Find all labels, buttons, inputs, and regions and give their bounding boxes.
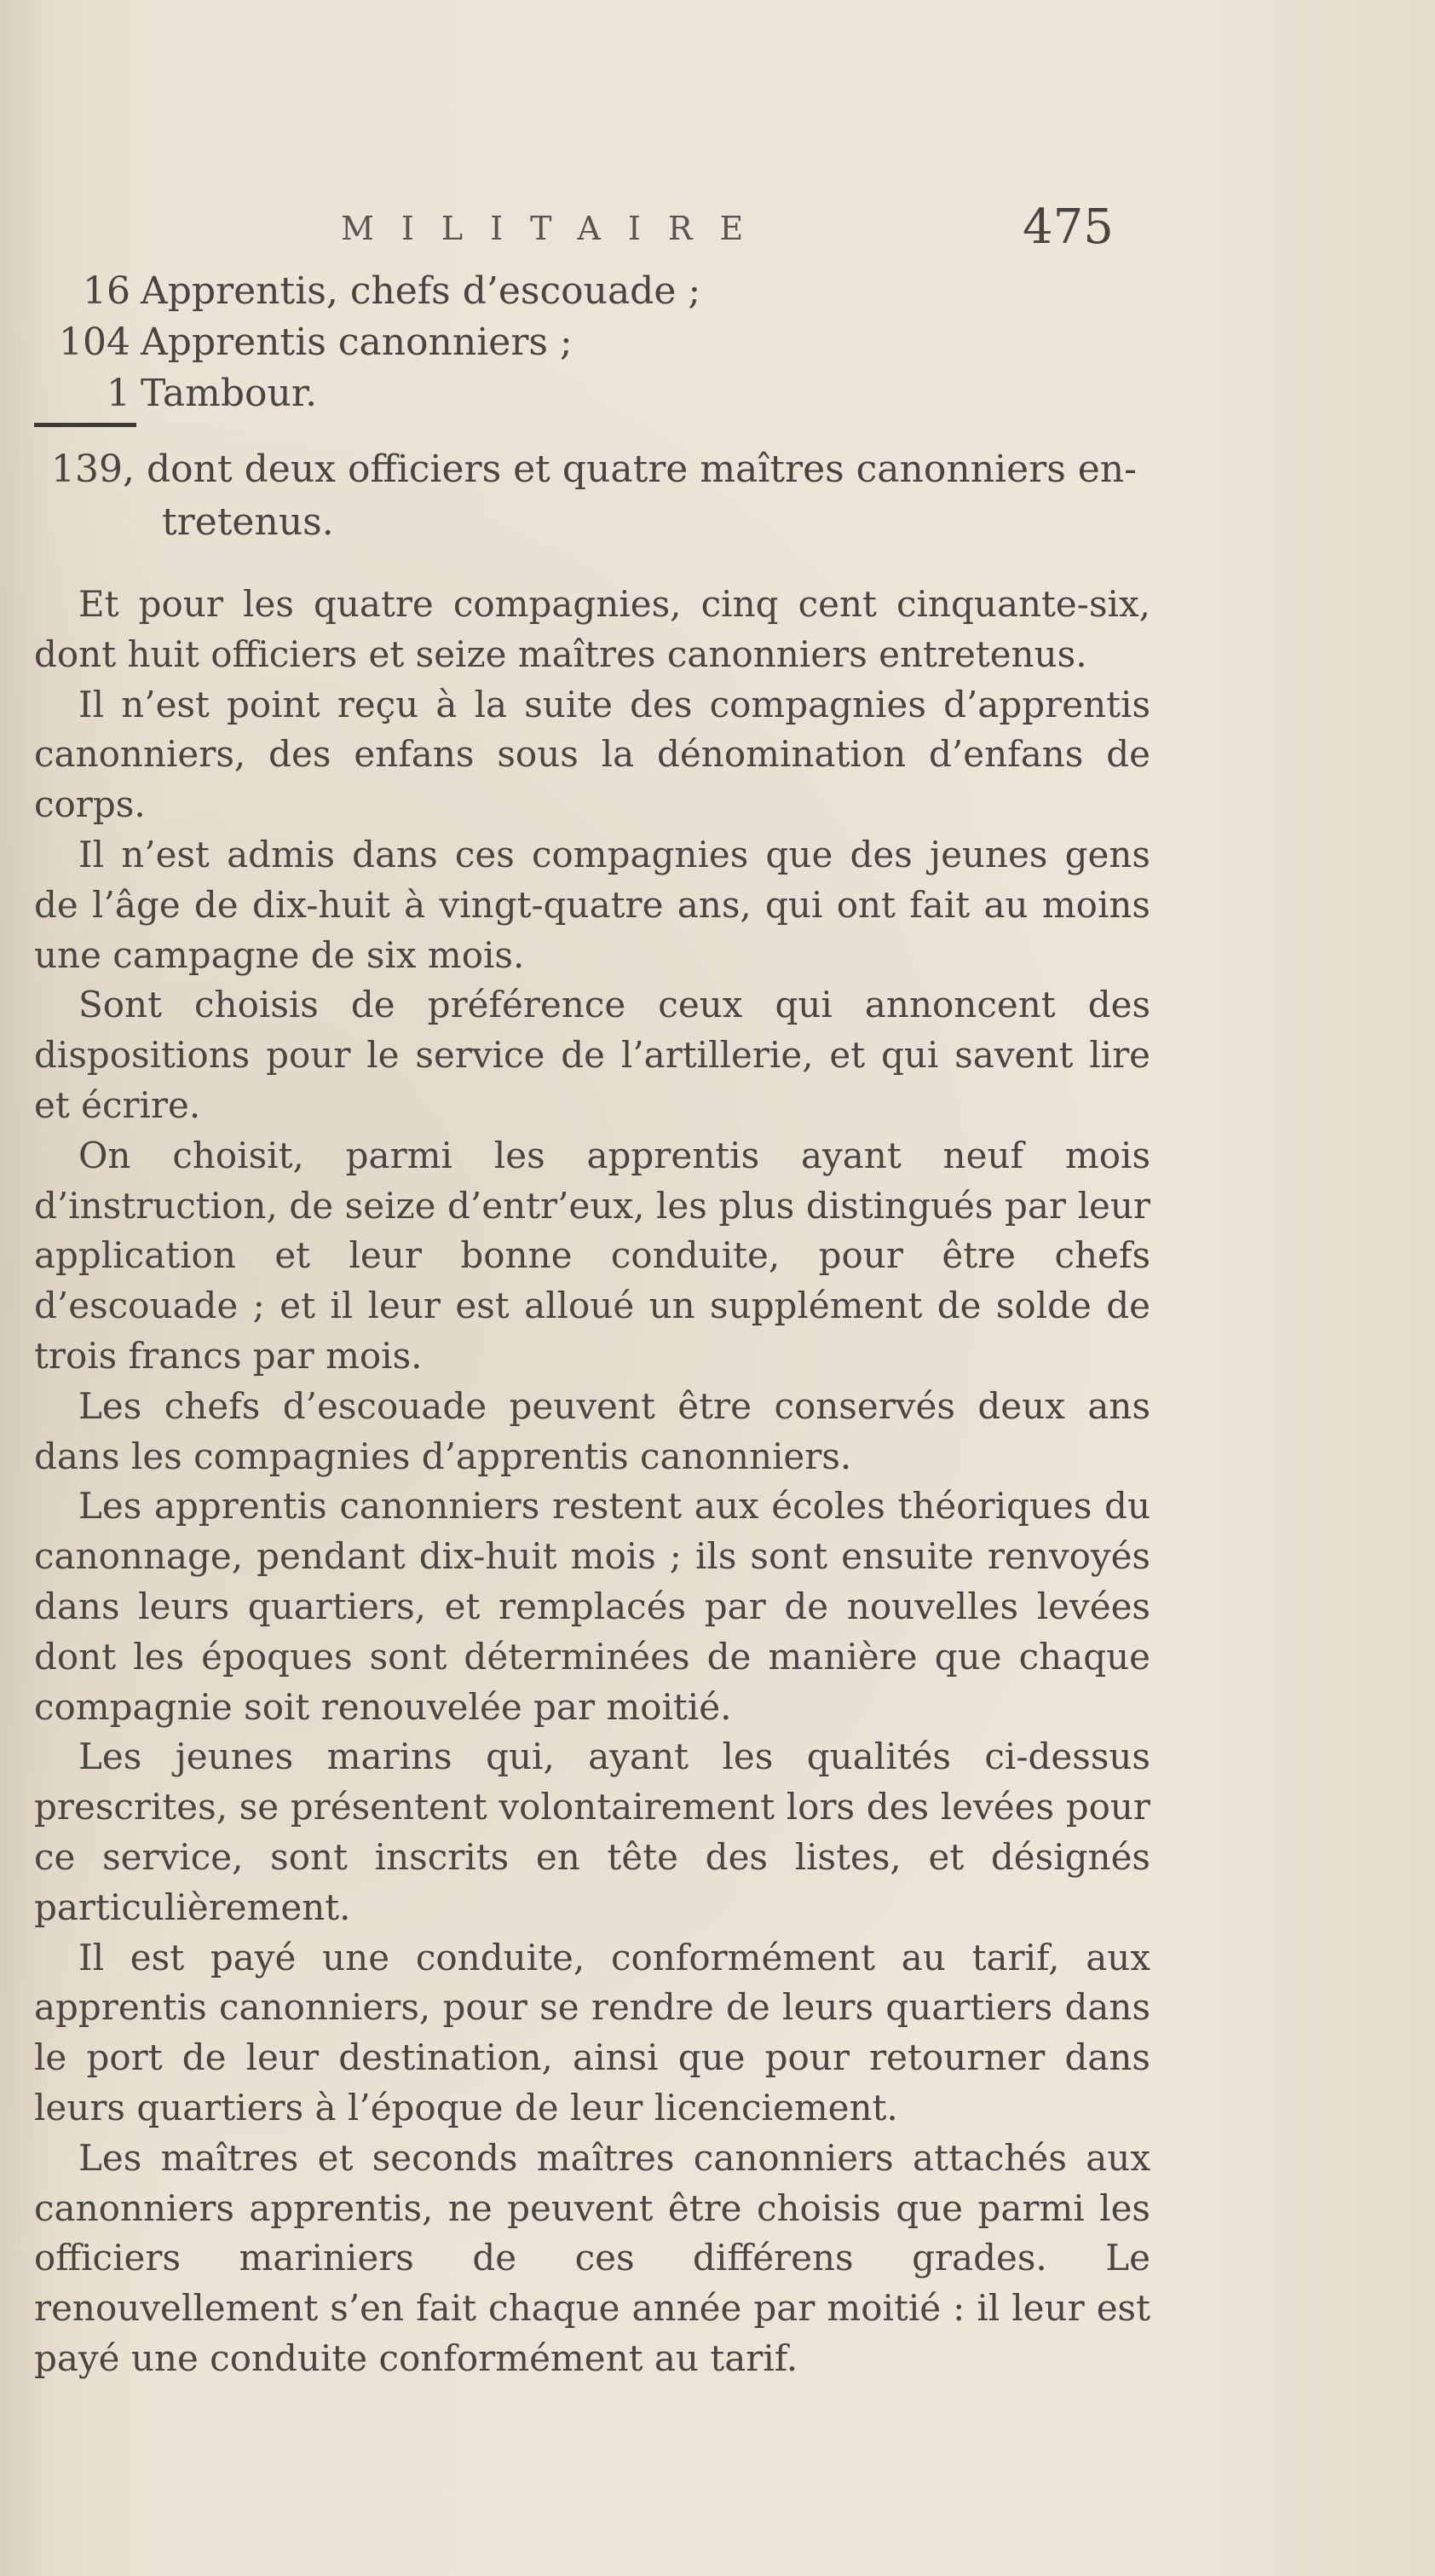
total-line — [51, 443, 1159, 549]
running-head: MILITAIRE — [341, 210, 771, 247]
paragraph: Et pour les quatre compagnies, cinq cent cinquante-six, dont huit officiers et seize maîtres canonniers entretenus. — [34, 583, 1150, 675]
list-item — [51, 317, 700, 368]
list-item-label: Apprentis canonniers ; — [141, 321, 573, 364]
body-text — [34, 580, 1150, 2384]
total-text-line2: tretenus. — [162, 500, 334, 544]
sum-rule — [34, 423, 136, 427]
list-item-number: 16 — [83, 269, 130, 313]
paragraph: Il est payé une conduite, conformément au tarif, aux apprentis canonniers, pour se rendre de leurs quartiers dans le port de leur destination, ainsi que pour retourner dans leurs quartiers à l’époque de leur licenciement. — [34, 1936, 1150, 2128]
paragraph: Il n’est point reçu à la suite des compagnies d’apprentis canonniers, des enfans sous la dénomination d’enfans de corps. — [34, 683, 1150, 826]
paragraph: Les jeunes marins qui, ayant les qualités ci-dessus prescrites, se présentent volontairement lors des levées pour ce service, sont inscrits en tête des listes, et désignés particulièrement. — [34, 1736, 1150, 1928]
list-item — [51, 368, 700, 419]
crew-list — [51, 266, 700, 419]
paragraph: On choisit, parmi les apprentis ayant neuf mois d’instruction, de seize d’entr’eux, les plus distingués par leur application et leur bonne conduite, pour être chefs d’escouade ; et il leur est alloué un supplément de solde de trois francs par mois. — [34, 1134, 1150, 1377]
paragraph: Les chefs d’escouade peuvent être conservés deux ans dans les compagnies d’apprentis canonniers. — [34, 1384, 1150, 1477]
total-text-line1: 139, dont deux officiers et quatre maîtres canonniers en- — [51, 448, 1138, 491]
list-item-number: 1 — [107, 372, 130, 415]
paragraph: Sont choisis de préférence ceux qui annoncent des dispositions pour le service de l’artillerie, et qui savent lire et écrire. — [34, 984, 1150, 1126]
paragraph: Les apprentis canonniers restent aux écoles théoriques du canonnage, pendant dix-huit mois ; ils sont ensuite renvoyés dans leurs quartiers, et remplacés par de nouvelles levées dont les époques sont déterminées de manière que chaque compagnie soit renouvelée par moitié. — [34, 1485, 1150, 1728]
list-item — [51, 266, 700, 317]
list-item-label: Tambour. — [141, 372, 318, 415]
list-item-number: 104 — [59, 321, 130, 364]
paragraph: Les maîtres et seconds maîtres canonniers attachés aux canonniers apprentis, ne peuvent être choisis que parmi les officiers mariniers de ces différens grades. Le renouvellement s’en fait chaque année par moitié : il leur est payé une conduite conformément au tarif. — [34, 2136, 1150, 2379]
list-item-label: Apprentis, chefs d’escouade ; — [141, 269, 701, 313]
page-number: 475 — [1023, 199, 1114, 255]
paragraph: Il n’est admis dans ces compagnies que des jeunes gens de l’âge de dix-huit à vingt-quatre ans, qui ont fait au moins une campagne de six mois. — [34, 833, 1150, 976]
